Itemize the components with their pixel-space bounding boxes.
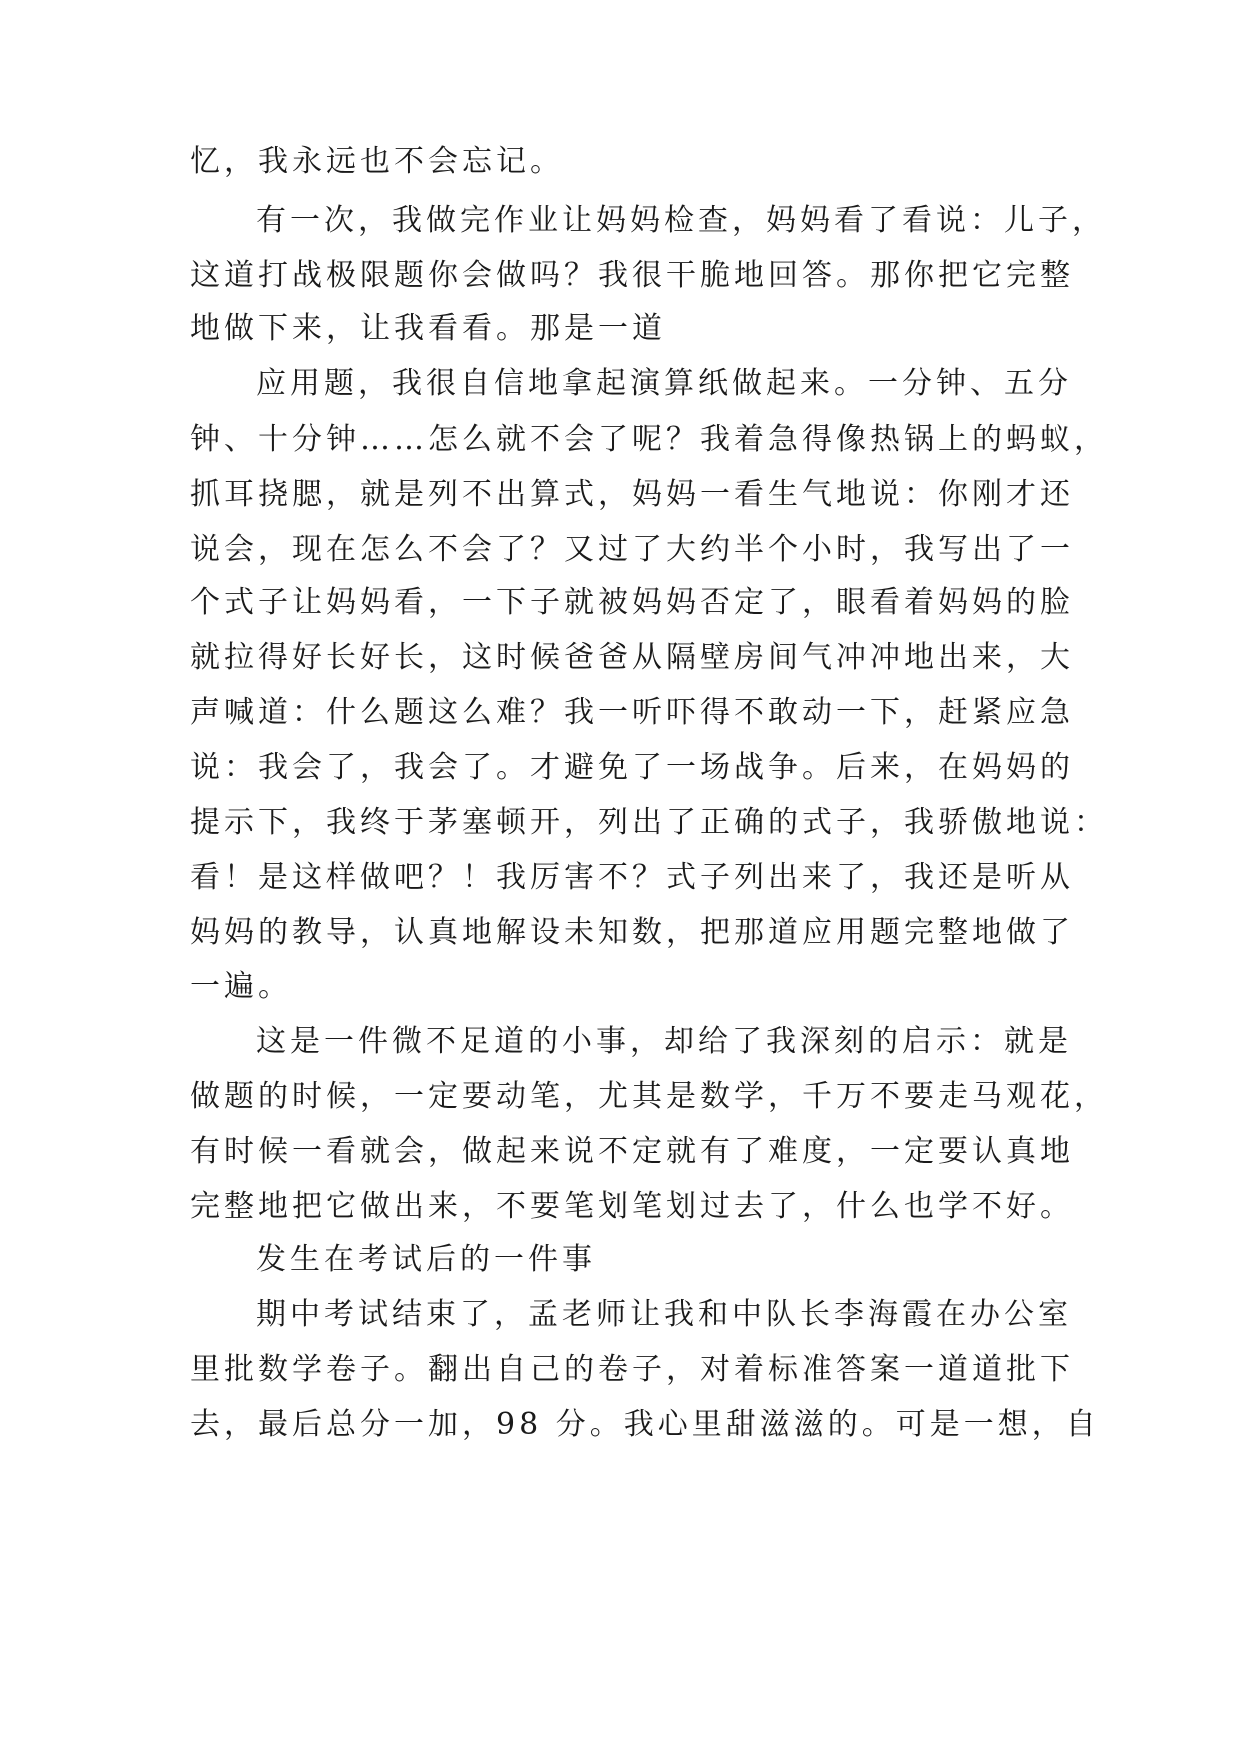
text-line: 完整地把它做出来，不要笔划笔划过去了，什么也学不好。 (190, 1189, 1074, 1224)
text-line: 期中考试结束了，孟老师让我和中队长李海霞在办公室 (256, 1297, 1072, 1332)
text-line: 有时候一看就会，做起来说不定就有了难度，一定要认真地 (190, 1134, 1074, 1169)
text-line: 忆，我永远也不会忘记。 (190, 144, 564, 179)
text-line: 去，最后总分一加，98 分。我心里甜滋滋的。可是一想，自 (190, 1407, 1100, 1442)
text-line: 做题的时候，一定要动笔，尤其是数学，千万不要走马观花， (190, 1079, 1108, 1114)
text-line: 地做下来，让我看看。那是一道 (190, 311, 666, 346)
section-heading: 发生在考试后的一件事 (256, 1242, 596, 1277)
text-line: 看！是这样做吧？！我厉害不？式子列出来了，我还是听从 (190, 860, 1074, 895)
text-line: 抓耳挠腮，就是列不出算式，妈妈一看生气地说：你刚才还 (190, 477, 1074, 512)
text-line: 一遍。 (190, 969, 292, 1004)
text-line: 这道打战极限题你会做吗？我很干脆地回答。那你把它完整 (190, 258, 1074, 293)
text-line: 说：我会了，我会了。才避免了一场战争。后来，在妈妈的 (190, 750, 1074, 785)
text-line: 妈妈的教导，认真地解设未知数，把那道应用题完整地做了 (190, 915, 1074, 950)
text-line: 这是一件微不足道的小事，却给了我深刻的启示：就是 (256, 1024, 1072, 1059)
text-line: 钟、十分钟……怎么就不会了呢？我着急得像热锅上的蚂蚁， (190, 422, 1108, 457)
text-line: 声喊道：什么题这么难？我一听吓得不敢动一下，赶紧应急 (190, 695, 1074, 730)
text-line: 个式子让妈妈看，一下子就被妈妈否定了，眼看着妈妈的脸 (190, 585, 1074, 620)
text-line: 里批数学卷子。翻出自己的卷子，对着标准答案一道道批下 (190, 1352, 1074, 1387)
text-line: 说会，现在怎么不会了？又过了大约半个小时，我写出了一 (190, 532, 1074, 567)
text-line: 就拉得好长好长，这时候爸爸从隔壁房间气冲冲地出来，大 (190, 640, 1074, 675)
text-line: 有一次，我做完作业让妈妈检查，妈妈看了看说：儿子， (256, 203, 1106, 238)
text-line: 提示下，我终于茅塞顿开，列出了正确的式子，我骄傲地说： (190, 805, 1108, 840)
text-line: 应用题，我很自信地拿起演算纸做起来。一分钟、五分 (256, 366, 1072, 401)
